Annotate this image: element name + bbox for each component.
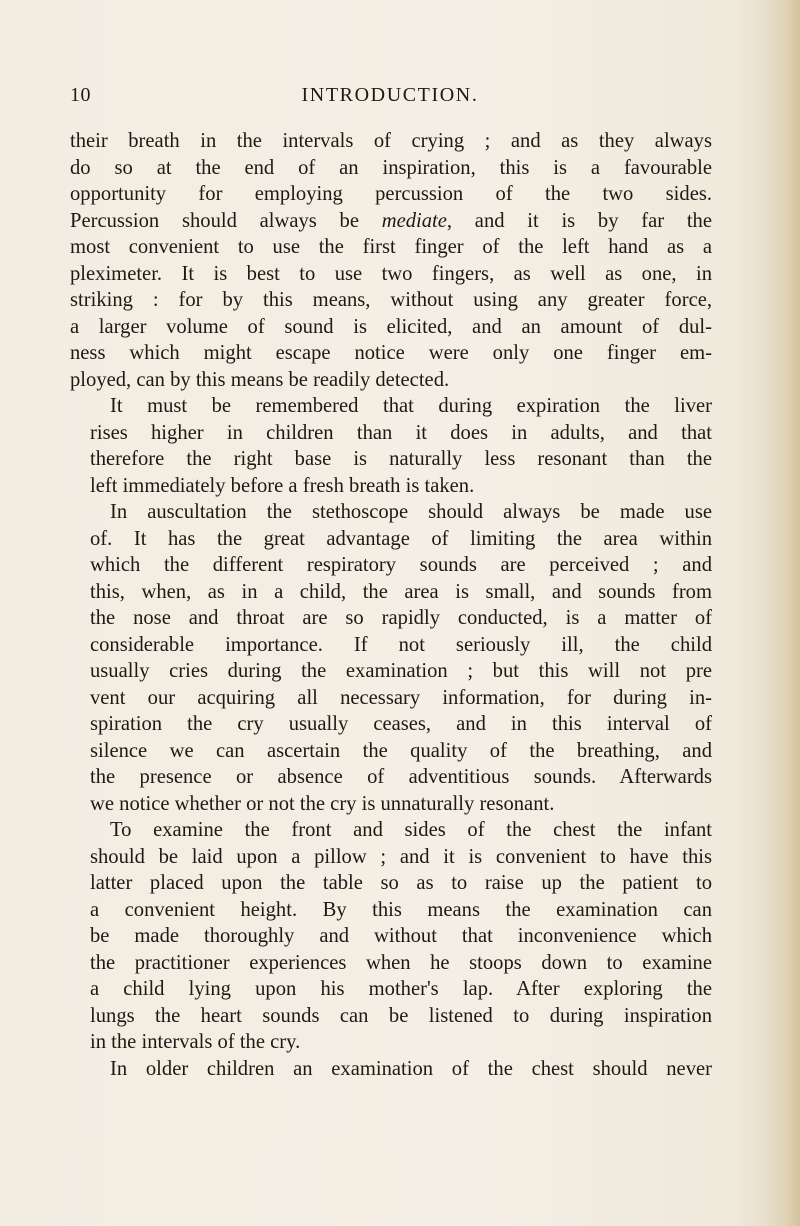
text-line: striking : for by this means, without using any greater force,: [70, 289, 712, 311]
text-line: To examine the front and sides of the chest the infant: [110, 819, 712, 841]
text-line: we notice whether or not the cry is unnaturally resonant.: [90, 792, 555, 815]
paragraph: [70, 393, 712, 499]
text-line: ness which might escape notice were only one finger em-: [70, 342, 712, 364]
text-line: spiration the cry usually ceases, and in this interval of: [90, 713, 712, 735]
paragraph: [70, 499, 712, 817]
text-line: considerable importance. If not seriously ill, the child: [90, 633, 712, 656]
text-line: should be laid upon a pillow ; and it is convenient to have this: [90, 845, 712, 868]
text-line: a convenient height. By this means the examination can: [90, 898, 712, 921]
page-number: 10: [70, 84, 91, 106]
text-line: opportunity for employing percussion of the two sides.: [70, 183, 712, 205]
text-line: do so at the end of an inspiration, this is a favourable: [70, 156, 712, 179]
text-line: silence we can ascertain the quality of the breathing, and: [90, 739, 712, 762]
emphasis-text: mediate: [381, 209, 447, 232]
text-line: lungs the heart sounds can be listened to during inspiration: [90, 1004, 712, 1027]
body-text: [70, 128, 712, 1082]
text-line: ployed, can by this means be readily detected.: [70, 368, 450, 391]
running-head: INTRODUCTION.: [301, 84, 479, 106]
text-line: in the intervals of the cry.: [90, 1031, 301, 1053]
text-line: which the different respiratory sounds are perceived ; and: [90, 554, 712, 576]
paragraph: [70, 817, 712, 1056]
text-line: of. It has the great advantage of limiting the area within: [90, 527, 712, 550]
text-line: the nose and throat are so rapidly conducted, is a matter of: [90, 607, 712, 629]
text-line: left immediately before a fresh breath is taken.: [90, 474, 475, 497]
text-line: the practitioner experiences when he stoops down to examine: [90, 951, 712, 974]
text-line: a larger volume of sound is elicited, and an amount of dul-: [70, 315, 712, 338]
text-line: latter placed upon the table so as to raise up the patient to: [90, 872, 712, 894]
text-line: most convenient to use the first finger of the left hand as a: [70, 236, 712, 258]
text-line: be made thoroughly and without that inconvenience which: [90, 925, 712, 947]
text-line: pleximeter. It is best to use two fingers, as well as one, in: [70, 262, 712, 285]
text-line: In auscultation the stethoscope should always be made use: [110, 501, 712, 523]
text-line: their breath in the intervals of crying ; and as they always: [70, 130, 712, 152]
page-header: [70, 84, 710, 110]
text-line: In older children an examination of the chest should never: [110, 1057, 712, 1080]
text-line: therefore the right base is naturally less resonant than the: [90, 448, 712, 470]
text-line: It must be remembered that during expiration the liver: [110, 395, 712, 417]
text-line: rises higher in children than it does in adults, and that: [90, 421, 712, 444]
text-line: vent our acquiring all necessary information, for during in-: [90, 686, 712, 709]
text-line: the presence or absence of adventitious sounds. Afterwards: [90, 766, 712, 788]
text-line: this, when, as in a child, the area is small, and sounds from: [90, 580, 712, 603]
page-edge-shadow: [766, 0, 800, 1226]
text-line: usually cries during the examination ; but this will not pre: [90, 660, 712, 682]
text-line: Percussion should always be mediate, and it is by far the: [70, 209, 712, 232]
paragraph: [70, 128, 712, 393]
paragraph: [70, 1056, 712, 1083]
text-line: a child lying upon his mother's lap. After exploring the: [90, 978, 712, 1000]
